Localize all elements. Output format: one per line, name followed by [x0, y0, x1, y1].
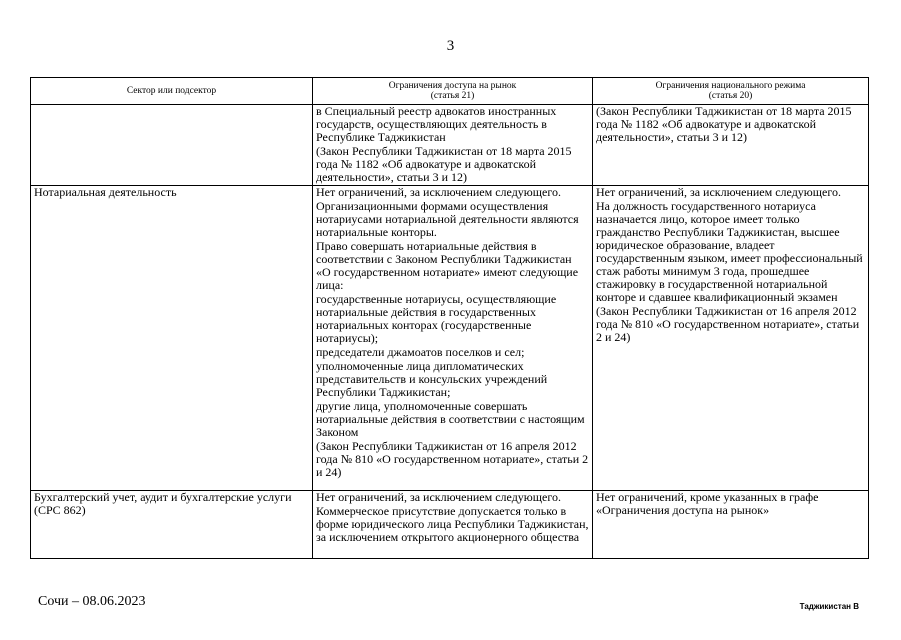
market-access-text: уполномоченные лица дипломатических представительств и консульских учреждений Республики Таджикистан;	[316, 359, 548, 399]
footer-document-id: Таджикистан В	[799, 602, 859, 611]
header-market-access-article: (статья 21)	[430, 91, 475, 101]
commitments-table	[30, 77, 869, 559]
market-access-text: (Закон Республики Таджикистан от 18 марта 2015 года № 1182 «Об адвокатуре и адвокатской деятельности», статьи 3 и 12)	[316, 144, 572, 184]
market-access-text: Право совершать нотариальные действия в соответствии с Законом Республики Таджикистан «О государственном нотариате» имеют следующие лица:	[316, 239, 579, 292]
market-access-text: Организационными формами осуществления нотариусами нотариальной деятельности являются нотариальные конторы.	[316, 199, 579, 239]
market-access-text: Нет ограничений, за исключением следующего.	[316, 185, 561, 199]
market-access-text: председатели джамоатов поселков и сел;	[316, 345, 525, 359]
market-access-cell	[313, 105, 593, 186]
market-access-text: в Специальный реестр адвокатов иностранных государств, осуществляющих деятельность в Республике Таджикистан	[316, 104, 557, 144]
table-header-row	[31, 78, 869, 105]
market-access-cell	[313, 491, 593, 559]
national-treatment-cell	[593, 186, 869, 491]
national-treatment-cell	[593, 491, 869, 559]
market-access-cell	[313, 186, 593, 491]
national-treatment-text: Нет ограничений, за исключением следующего.	[596, 185, 841, 199]
sector-cell: Нотариальная деятельность	[31, 186, 313, 491]
sector-cell	[31, 105, 313, 186]
national-treatment-text: Нет ограничений, кроме указанных в графе «Ограничения доступа на рынок»	[596, 490, 819, 517]
sector-cell: Бухгалтерский учет, аудит и бухгалтерские услуги (CPC 862)	[31, 491, 313, 559]
header-market-access-title: Ограничения доступа на рынок	[388, 81, 517, 91]
table-row	[31, 186, 869, 491]
market-access-text: (Закон Республики Таджикистан от 16 апреля 2012 года № 810 «О государственном нотариате», статьи 2 и 24)	[316, 439, 589, 479]
national-treatment-text: (Закон Республики Таджикистан от 16 апреля 2012 года № 810 «О государственном нотариате», статьи 2 и 24)	[596, 304, 860, 344]
national-treatment-cell	[593, 105, 869, 186]
header-national-treatment	[593, 78, 869, 105]
table-row	[31, 491, 869, 559]
header-national-treatment-article: (статья 20)	[708, 91, 753, 101]
national-treatment-text: На должность государственного нотариуса назначается лицо, которое имеет только гражданство Республики Таджикистан, высшее юридическое образование, владеет государственным языком, имеет профессиональный стаж работы минимум 3 года, прошедшее стажировку в государственной нотариальной конторе и сдавшее квалификационный экзамен	[596, 199, 863, 304]
market-access-text: государственные нотариусы, осуществляющие нотариальные действия в государственных нотариальных конторах (государственные нотариусы);	[316, 292, 557, 345]
footer-place-date: Сочи – 08.06.2023	[38, 594, 146, 609]
market-access-text: другие лица, уполномоченные совершать нотариальные действия в соответствии с настоящим Законом	[316, 399, 585, 439]
header-market-access	[313, 78, 593, 105]
header-national-treatment-title: Ограничения национального режима	[655, 81, 806, 91]
page-number: 3	[446, 38, 455, 54]
national-treatment-text: (Закон Республики Таджикистан от 18 марта 2015 года № 1182 «Об адвокатуре и адвокатской деятельности», статьи 3 и 12)	[596, 104, 852, 144]
market-access-text: Нет ограничений, за исключением следующего.	[316, 490, 561, 504]
table-row	[31, 105, 869, 186]
market-access-text: Коммерческое присутствие допускается только в форме юридического лица Республики Таджикистан, за исключением открытого акционерного общества	[316, 504, 589, 544]
header-sector: Сектор или подсектор	[31, 78, 313, 105]
